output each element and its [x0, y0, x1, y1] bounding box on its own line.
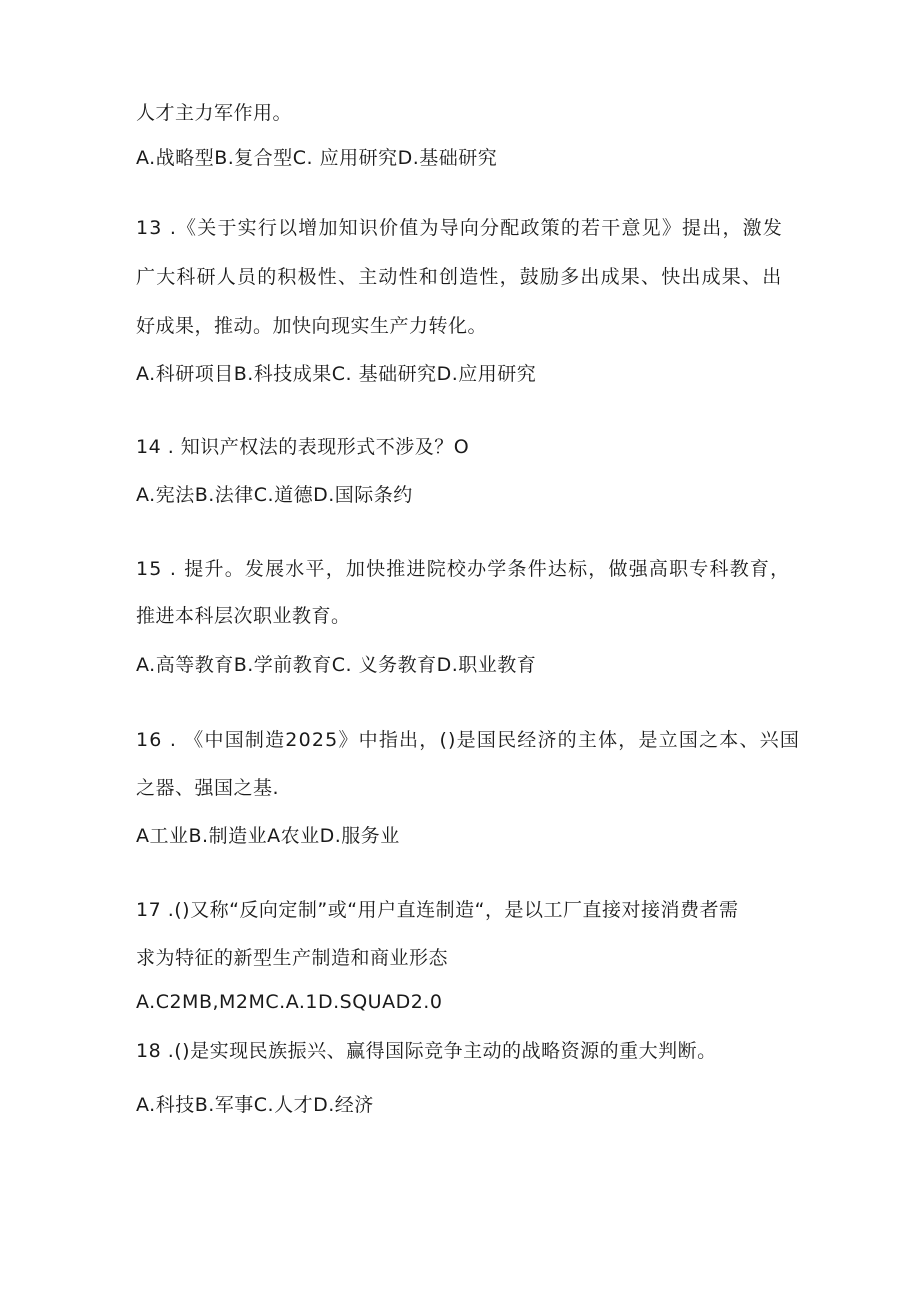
q14-options: A.宪法B.法律C.道德D.国际条约 — [136, 484, 413, 506]
q17-options: A.C2MB,M2MC.A.1D.SQUAD2.0 — [136, 991, 443, 1013]
q16-text-line-2: 之器、强国之基. — [136, 777, 280, 799]
q16-options: A工业B.制造业A农业D.服务业 — [136, 825, 400, 847]
q13-text-line-2: 广大科研人员的积极性、主动性和创造性，鼓励多出成果、快出成果、出 — [136, 266, 783, 288]
q12-text-tail: 人才主力军作用。 — [136, 102, 293, 124]
q13-options: A.科研项目B.科技成果C. 基础研究D.应用研究 — [136, 363, 537, 385]
q17-text-line-2: 求为特征的新型生产制造和商业形态 — [136, 947, 449, 969]
q15-text-line-1: 15 . 提升。发展水平，加快推进院校办学条件达标，做强高职专科教育， — [136, 558, 791, 580]
q18-options: A.科技B.军事C.人才D.经济 — [136, 1094, 374, 1116]
q12-options: A.战略型B.复合型C. 应用研究D.基础研究 — [136, 147, 498, 169]
q14-text: 14 . 知识产权法的表现形式不涉及？O — [136, 436, 470, 458]
q13-text-line-3: 好成果，推动。加快向现实生产力转化。 — [136, 315, 488, 337]
q15-options: A.高等教育B.学前教育C. 义务教育D.职业教育 — [136, 654, 537, 676]
q18-text: 18 .()是实现民族振兴、赢得国际竞争主动的战略资源的重大判断。 — [136, 1040, 717, 1062]
q15-text-line-2: 推进本科层次职业教育。 — [136, 605, 351, 627]
q17-text-line-1: 17 .()又称“反向定制”或“用户直连制造“，是以工厂直接对接消费者需 — [136, 899, 739, 921]
q13-text-line-1: 13 .《关于实行以增加知识价值为导向分配政策的若干意见》提出，激发 — [136, 217, 784, 239]
q16-text-line-1: 16 . 《中国制造2025》中指出，()是国民经济的主体，是立国之本、兴国 — [136, 729, 801, 751]
